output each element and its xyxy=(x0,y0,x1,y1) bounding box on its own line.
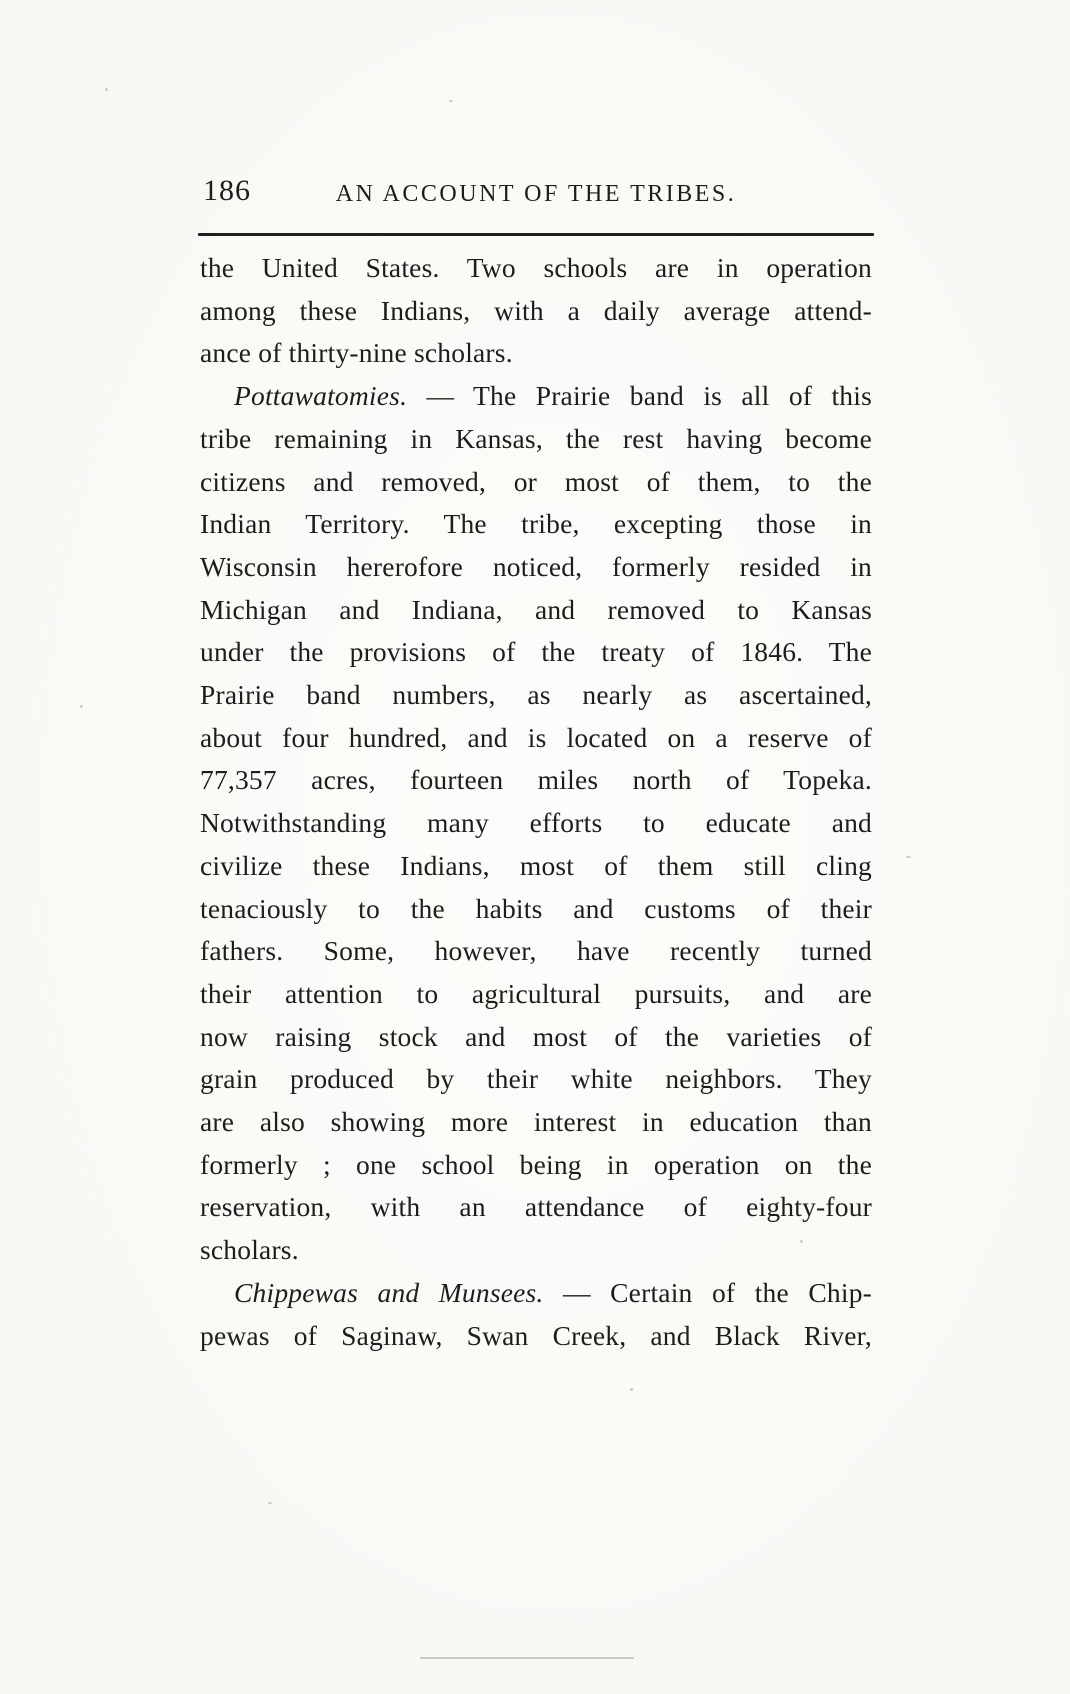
text-line: formerly ; one school being in operation on the xyxy=(200,1148,872,1180)
text-line: 77,357 acres, fourteen miles north of Topeka. xyxy=(200,764,872,796)
scan-speck xyxy=(630,1388,633,1391)
text-line: ance of thirty-nine scholars. xyxy=(200,337,513,369)
text-line: Notwithstanding many efforts to educate and xyxy=(200,807,872,839)
text-line: among these Indians, with a daily average attend- xyxy=(200,294,872,326)
running-header: AN ACCOUNT OF THE TRIBES. xyxy=(335,181,737,207)
text-line: tenaciously to the habits and customs of their xyxy=(200,892,872,924)
scan-artifact-line xyxy=(420,1657,634,1659)
paragraph-lead-italic: Pottawatomies. xyxy=(234,380,408,412)
text-line: scholars. xyxy=(200,1234,299,1266)
text-line: citizens and removed, or most of them, to the xyxy=(200,465,872,497)
page-number: 186 xyxy=(203,174,251,207)
text-line: Indian Territory. The tribe, excepting those in xyxy=(200,508,872,540)
paragraph-lead-rest: — Certain of the Chip- xyxy=(543,1276,873,1308)
text-line xyxy=(200,1272,872,1315)
text-line xyxy=(200,375,872,418)
text-line: fathers. Some, however, have recently turned xyxy=(200,935,872,967)
text-line: now raising stock and most of the varieties of xyxy=(200,1020,872,1052)
scan-speck xyxy=(80,705,83,708)
text-line: about four hundred, and is located on a reserve of xyxy=(200,721,872,753)
scan-speck xyxy=(800,1240,803,1243)
scan-speck xyxy=(906,856,911,858)
scan-speck xyxy=(105,88,108,91)
text-line: tribe remaining in Kansas, the rest having become xyxy=(200,422,872,454)
header-rule xyxy=(198,233,874,236)
paragraph-lead-rest: — The Prairie band is all of this xyxy=(407,380,872,412)
text-line: civilize these Indians, most of them still cling xyxy=(200,849,872,881)
text-line: Wisconsin hererofore noticed, formerly resided in xyxy=(200,550,872,582)
text-line: Michigan and Indiana, and removed to Kansas xyxy=(200,593,872,625)
text-line: their attention to agricultural pursuits, and are xyxy=(200,977,872,1009)
scan-speck xyxy=(449,100,453,102)
scan-speck xyxy=(268,1502,272,1504)
text-line: under the provisions of the treaty of 1846. The xyxy=(200,636,872,668)
text-line: are also showing more interest in education than xyxy=(200,1106,872,1138)
text-line: the United States. Two schools are in operation xyxy=(200,252,872,283)
text-line: grain produced by their white neighbors. They xyxy=(200,1063,872,1095)
text-line: reservation, with an attendance of eighty-four xyxy=(200,1191,872,1223)
text-line: Prairie band numbers, as nearly as ascertained, xyxy=(200,679,872,711)
paragraph-lead-italic: Chippewas and Munsees. xyxy=(234,1276,544,1308)
body-text xyxy=(200,247,872,1357)
text-line: pewas of Saginaw, Swan Creek, and Black River, xyxy=(200,1319,872,1351)
